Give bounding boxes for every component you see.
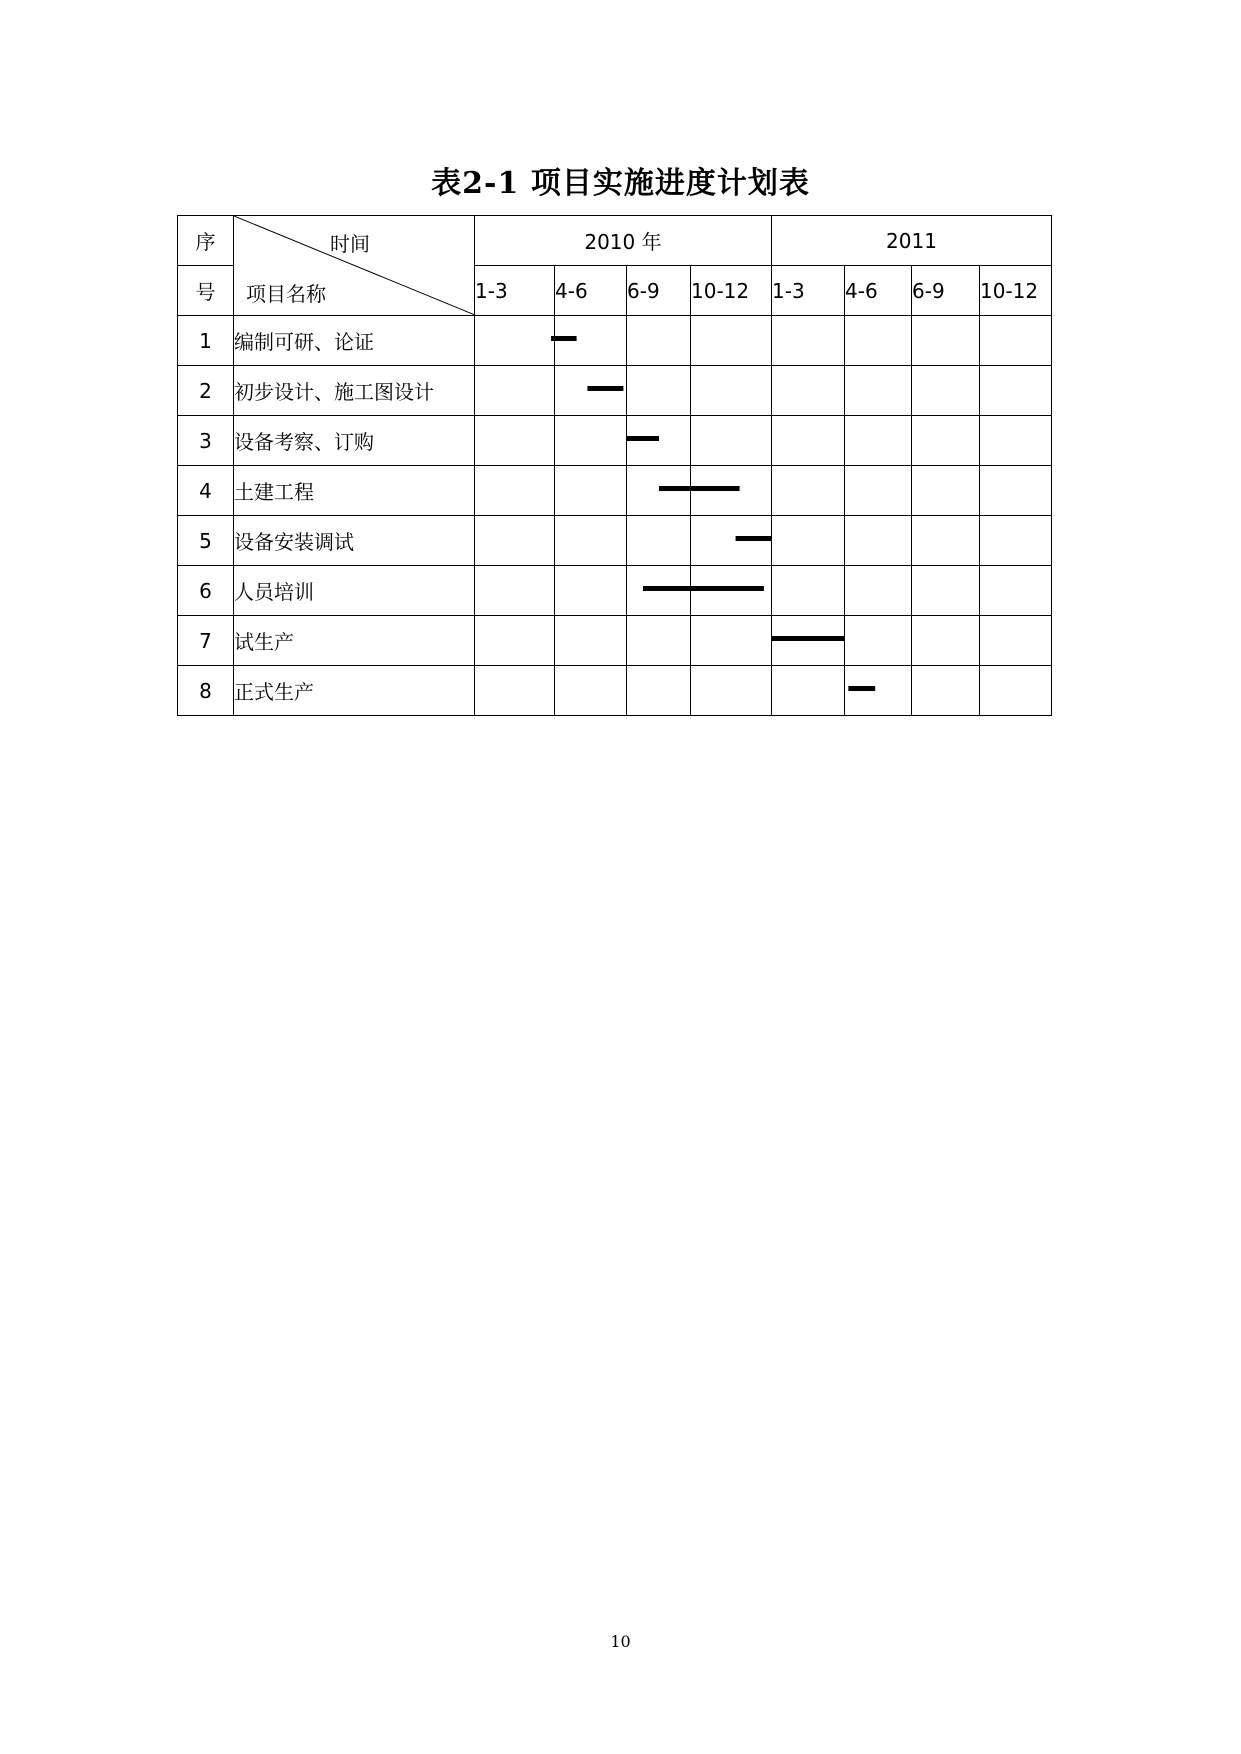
period-header: 1-3 [772,266,845,316]
timeline-cell [475,366,555,416]
timeline-cell [912,316,980,366]
timeline-cell [627,366,691,416]
timeline-cell [691,316,772,366]
timeline-cell [912,466,980,516]
table-row [178,516,1052,566]
timeline-cell [980,566,1052,616]
timeline-cell [691,466,772,516]
timeline-cell [627,566,691,616]
period-header: 1-3 [475,266,555,316]
timeline-cell [555,466,627,516]
timeline-cell [772,366,845,416]
row-item-name: 编制可研、论证 [234,316,475,366]
row-item-name: 试生产 [234,616,475,666]
timeline-cell [691,516,772,566]
row-seq: 4 [178,466,234,516]
timeline-cell [555,666,627,716]
timeline-cell [555,416,627,466]
timeline-cell [772,516,845,566]
timeline-cell [555,616,627,666]
timeline-cell [772,466,845,516]
row-item-name: 设备考察、订购 [234,416,475,466]
table-row [178,616,1052,666]
timeline-cell [475,316,555,366]
timeline-cell [980,366,1052,416]
timeline-cell [772,566,845,616]
timeline-cell [555,366,627,416]
period-header: 6-9 [627,266,691,316]
row-seq: 1 [178,316,234,366]
diagonal-header-cell [234,216,475,316]
timeline-cell [475,566,555,616]
timeline-cell [555,566,627,616]
page-number: 10 [610,1632,631,1651]
timeline-cell [627,666,691,716]
timeline-cell [845,616,912,666]
timeline-cell [912,566,980,616]
row-item-name: 初步设计、施工图设计 [234,366,475,416]
timeline-cell [627,416,691,466]
timeline-cell [845,666,912,716]
header-row-1 [178,216,1052,266]
timeline-cell [912,366,980,416]
row-seq: 2 [178,366,234,416]
period-header: 4-6 [845,266,912,316]
timeline-cell [691,616,772,666]
row-item-name: 土建工程 [234,466,475,516]
row-seq: 7 [178,616,234,666]
timeline-cell [475,516,555,566]
table-row [178,416,1052,466]
row-item-name: 正式生产 [234,666,475,716]
row-seq: 6 [178,566,234,616]
seq-header-bottom: 号 [178,266,234,316]
timeline-cell [691,416,772,466]
timeline-cell [845,466,912,516]
timeline-cell [555,516,627,566]
timeline-cell [475,416,555,466]
timeline-cell [691,566,772,616]
timeline-cell [845,366,912,416]
timeline-cell [772,616,845,666]
row-seq: 3 [178,416,234,466]
timeline-cell [912,616,980,666]
timeline-cell [627,516,691,566]
timeline-cell [980,516,1052,566]
seq-header-top: 序 [178,216,234,266]
schedule-table [177,215,1052,716]
timeline-cell [980,666,1052,716]
timeline-cell [691,366,772,416]
period-header: 10-12 [980,266,1052,316]
timeline-cell [912,666,980,716]
timeline-cell [627,616,691,666]
row-seq: 5 [178,516,234,566]
period-header: 6-9 [912,266,980,316]
timeline-cell [691,666,772,716]
diagonal-header-item-name: 项目名称 [246,282,326,306]
timeline-cell [772,416,845,466]
timeline-cell [845,316,912,366]
year-2010-header: 2010 年 [475,216,772,266]
timeline-cell [627,316,691,366]
row-item-name: 设备安装调试 [234,516,475,566]
timeline-cell [980,466,1052,516]
timeline-cell [845,516,912,566]
table-row [178,316,1052,366]
diagonal-header-time: 时间 [330,232,370,256]
table-title: 表2-1 项目实施进度计划表 [431,166,810,201]
period-header: 10-12 [691,266,772,316]
timeline-cell [627,466,691,516]
timeline-cell [845,566,912,616]
table-row [178,366,1052,416]
row-seq: 8 [178,666,234,716]
table-row [178,566,1052,616]
timeline-cell [980,416,1052,466]
table-row [178,466,1052,516]
timeline-cell [912,516,980,566]
timeline-cell [772,316,845,366]
period-header: 4-6 [555,266,627,316]
timeline-cell [980,616,1052,666]
year-2011-header: 2011 [772,216,1052,266]
timeline-cell [912,416,980,466]
table-row [178,666,1052,716]
timeline-cell [772,666,845,716]
timeline-cell [845,416,912,466]
timeline-cell [475,666,555,716]
timeline-cell [980,316,1052,366]
timeline-cell [555,316,627,366]
timeline-cell [475,616,555,666]
timeline-cell [475,466,555,516]
row-item-name: 人员培训 [234,566,475,616]
